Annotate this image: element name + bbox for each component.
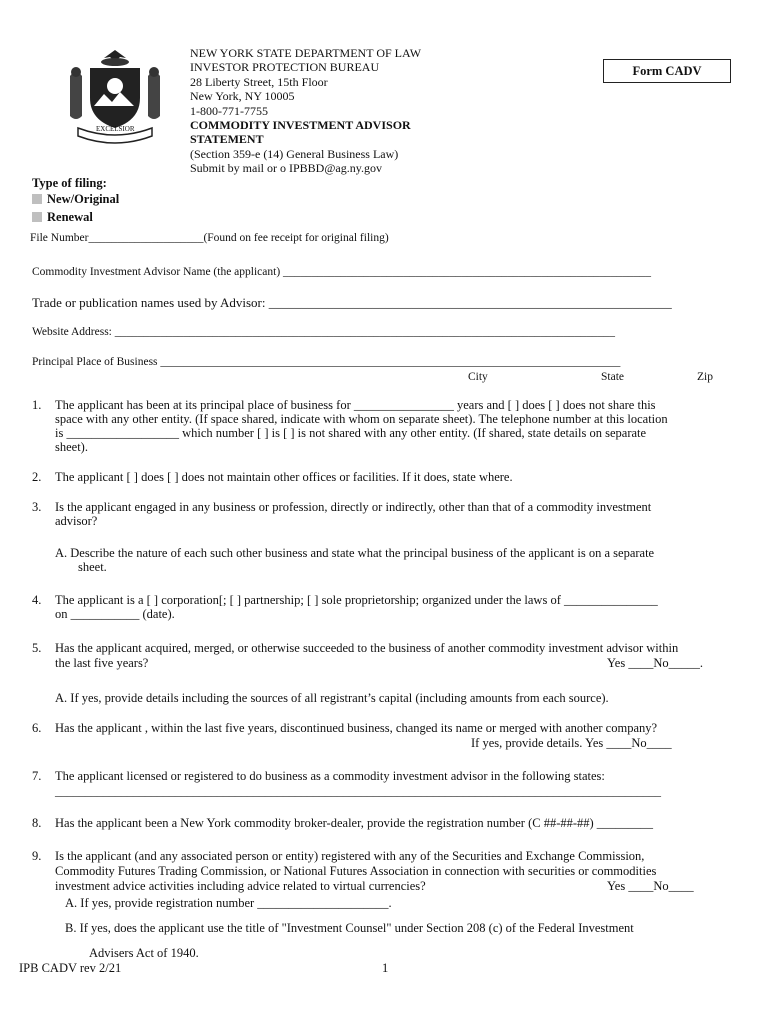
item-2-text: The applicant [ ] does [ ] does not maintain other offices or facilities. If it does, state where. [55, 470, 513, 484]
zip-label: Zip [697, 371, 713, 383]
item-1-line: space with any other entity. (If space shared, indicate with whom on separate sheet). The telephone number at this location [55, 412, 668, 426]
item-number: 3. [32, 500, 42, 514]
item-number: 5. [32, 641, 42, 655]
header-line: INVESTOR PROTECTION BUREAU [190, 60, 380, 75]
item-5-line: Has the applicant acquired, merged, or otherwise succeeded to the business of another commodity investment advisor within [55, 641, 679, 655]
item-9b-line: Advisers Act of 1940. [89, 946, 199, 960]
item-1-line: is __________________ which number [ ] is [ ] is not shared with any other entity. (If shared, state details on separate [55, 426, 647, 440]
ny-state-seal [56, 48, 174, 146]
file-number-field[interactable]: File Number____________________(Found on fee receipt for original filing) [30, 232, 389, 244]
checkbox[interactable] [32, 194, 42, 204]
item-7-blank-line[interactable]: _____________________________________________________________________________________________________ [55, 784, 661, 798]
page-number: 1 [382, 961, 389, 975]
item-9-line: Is the applicant (and any associated person or entity) registered with any of the Securities and Exchange Commission, [55, 849, 645, 863]
checkbox[interactable] [32, 212, 42, 222]
item-3-line: Is the applicant engaged in any business or profession, directly or indirectly, other than that of a commodity investment [55, 500, 652, 514]
header-line: New York, NY 10005 [190, 89, 295, 104]
item-number: 7. [32, 769, 42, 783]
advisor-name-field[interactable]: Commodity Investment Advisor Name (the applicant) ________________________________________________________________ [32, 266, 652, 278]
item-number: 2. [32, 470, 42, 484]
filing-type-heading: Type of filing: [32, 176, 107, 190]
seal-motto: EXCELSIOR [96, 125, 135, 133]
principal-place-field[interactable]: Principal Place of Business ________________________________________________________________________________ [32, 356, 621, 368]
item-6-line: Has the applicant , within the last five years, discontinued business, changed its name or merged with another company? [55, 721, 658, 735]
item-3-line: advisor? [55, 514, 98, 528]
header-line: 1-800-771-7755 [190, 103, 268, 118]
item-9-line: investment advice activities including advice related to virtual currencies? [55, 879, 426, 893]
header-line: 28 Liberty Street, 15th Floor [190, 74, 328, 89]
state-label: State [601, 371, 624, 383]
item-1-line: The applicant has been at its principal place of business for ________________ years and [ ] does [ ] does not share this [55, 398, 656, 412]
item-9b-line: B. If yes, does the applicant use the title of "Investment Counsel" under Section 208 (c) of the Federal Investment [65, 921, 634, 935]
item-5-line: the last five years? [55, 656, 149, 670]
item-number: 4. [32, 593, 42, 607]
filing-option-new[interactable]: New/Original [32, 192, 119, 207]
form-id-box: Form CADV [603, 59, 731, 83]
item-number: 8. [32, 816, 42, 830]
item-4-line: The applicant is a [ ] corporation[; [ ] partnership; [ ] sole proprietorship; organized under the laws of _______________ [55, 593, 658, 607]
item-3a-line: A. Describe the nature of each such other business and state what the principal business of the applicant is on a separate [55, 546, 655, 560]
filing-option-renewal[interactable]: Renewal [32, 210, 93, 225]
header-line: Submit by mail or o IPBBD@ag.ny.gov [190, 161, 382, 176]
item-9-yes-no[interactable]: Yes ____No____ [607, 879, 694, 893]
header-line: NEW YORK STATE DEPARTMENT OF LAW [190, 46, 422, 60]
item-number: 1. [32, 398, 42, 412]
item-number: 6. [32, 721, 42, 735]
form-title: COMMODITY INVESTMENT ADVISOR [190, 118, 411, 133]
item-6-yes-no[interactable]: If yes, provide details. Yes ____No____ [471, 736, 672, 750]
item-9a-text: A. If yes, provide registration number _____________________. [65, 896, 392, 910]
city-label: City [468, 371, 488, 383]
trade-names-field[interactable]: Trade or publication names used by Advisor: ______________________________________________________________ [32, 295, 672, 310]
item-3a-line: sheet. [78, 560, 107, 574]
item-8-text: Has the applicant been a New York commodity broker-dealer, provide the registration number (C ##-##-##) _________ [55, 816, 654, 830]
item-7-line: The applicant licensed or registered to do business as a commodity investment advisor in the following states: [55, 769, 605, 783]
item-5-yes-no[interactable]: Yes ____No_____. [607, 656, 703, 670]
item-number: 9. [32, 849, 42, 863]
form-title: STATEMENT [190, 132, 264, 147]
header-line: (Section 359-e (14) General Business Law) [190, 146, 399, 161]
agency-header [190, 46, 421, 176]
item-1-line: sheet). [55, 440, 88, 454]
item-5a-text: A. If yes, provide details including the sources of all registrant’s capital (including amounts from each source). [55, 691, 609, 705]
item-4-line: on ___________ (date). [55, 607, 175, 621]
item-9-line: Commodity Futures Trading Commission, or National Futures Association in connection with securities or commodities [55, 864, 657, 878]
website-field[interactable]: Website Address: _______________________________________________________________________________________ [32, 326, 616, 338]
revision-label: IPB CADV rev 2/21 [19, 961, 122, 975]
